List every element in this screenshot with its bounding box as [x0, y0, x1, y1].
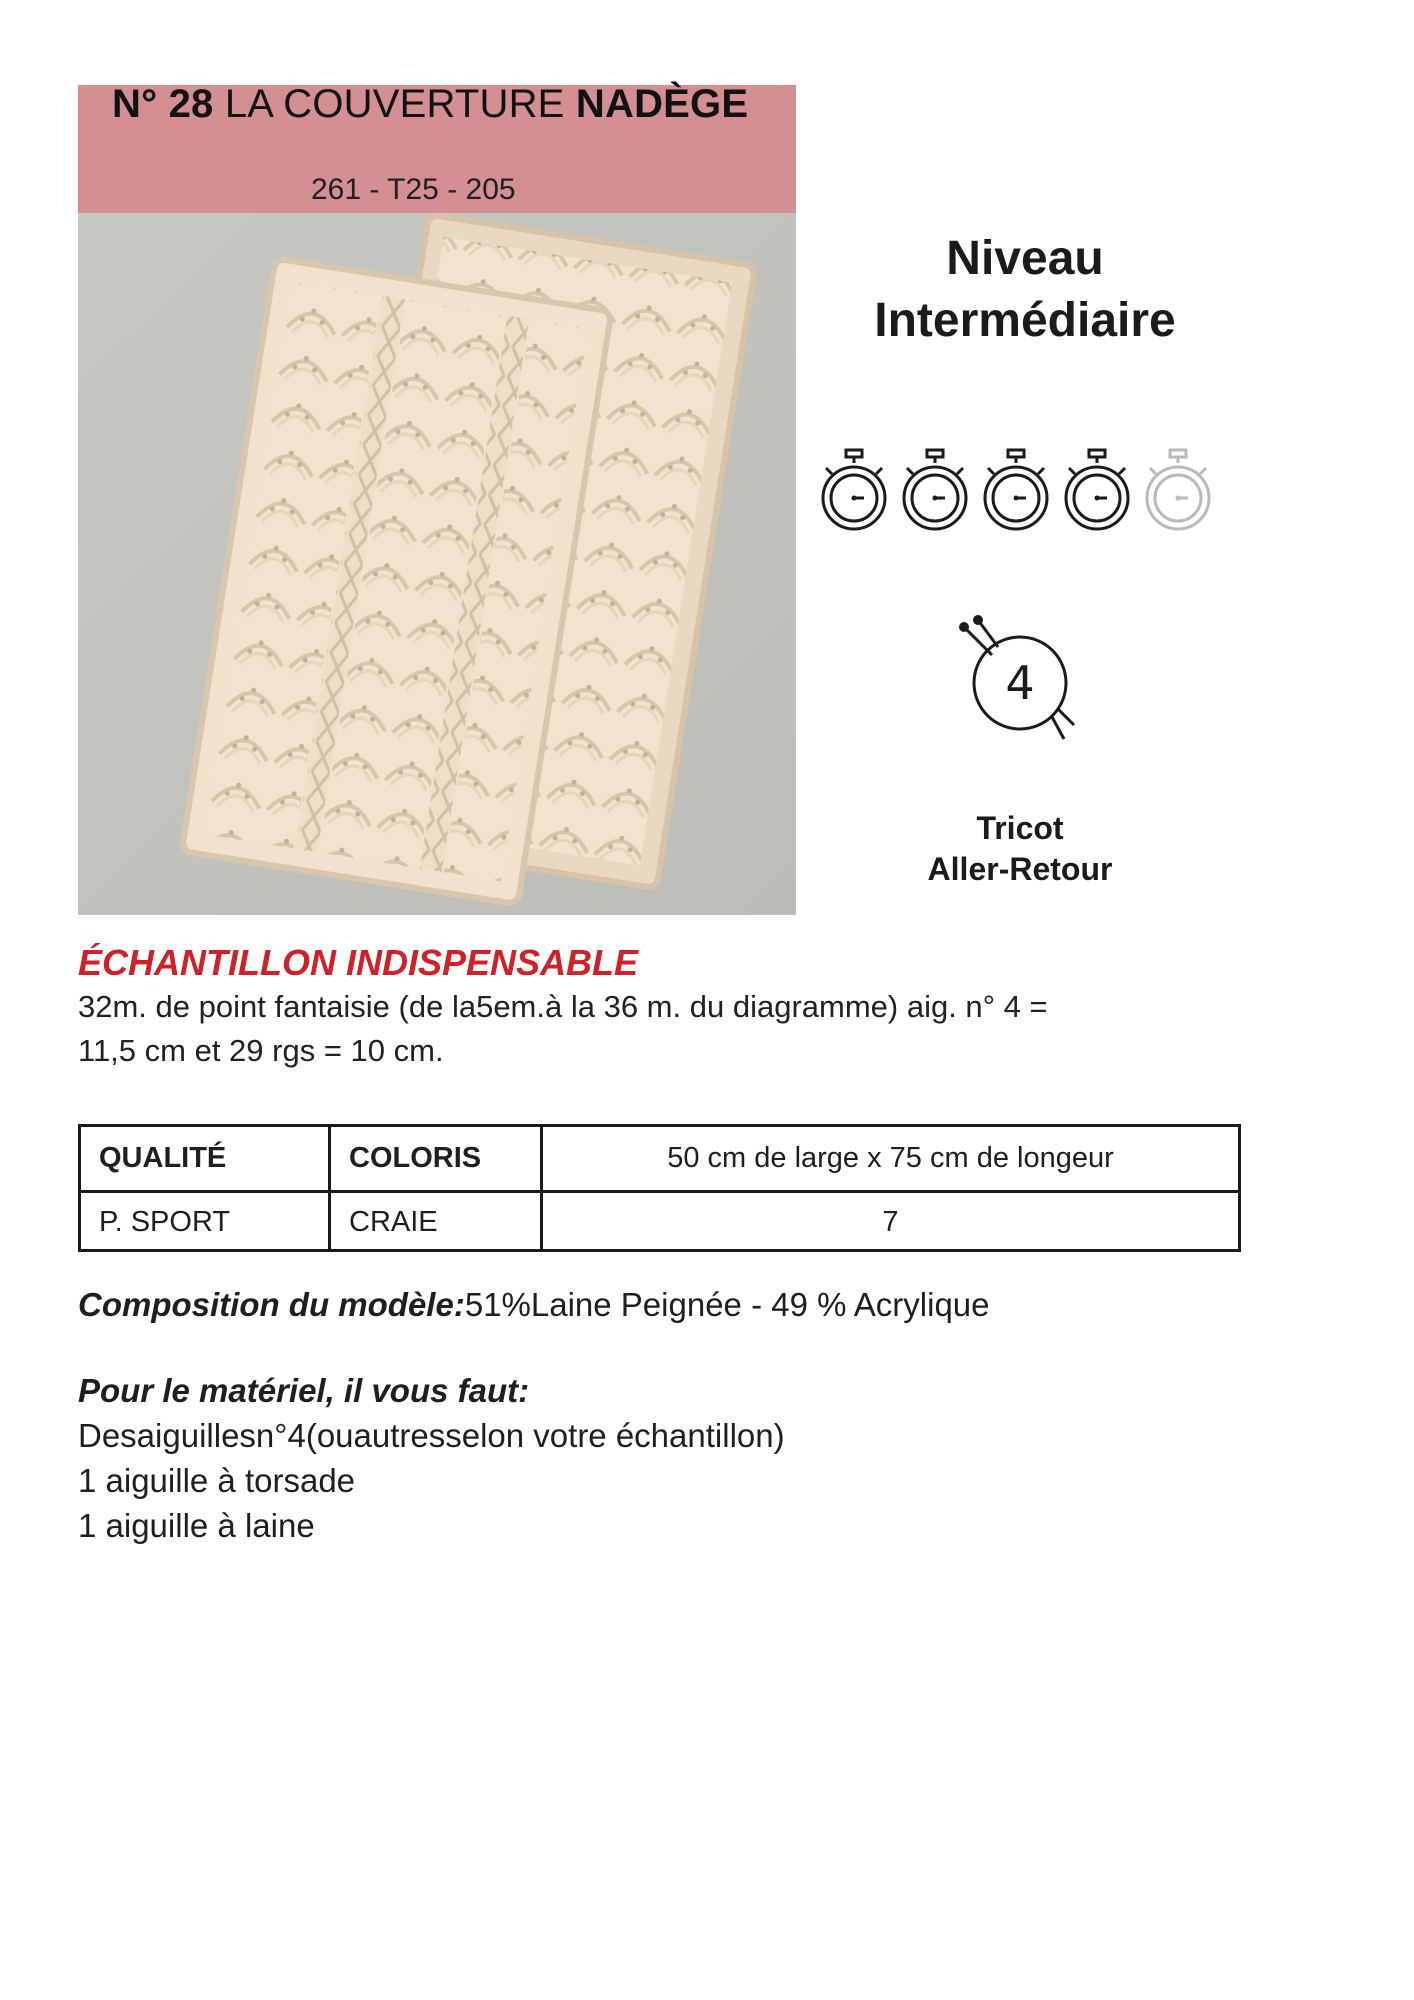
knitting-needles-icon	[958, 613, 1076, 743]
gauge-line-1: 32m. de point fantaisie (de la5em.à la 36 m. du diagramme) aig. n° 4 =	[78, 989, 1048, 1024]
title-bold: NADÈGE	[575, 82, 749, 126]
gauge-text	[78, 985, 1218, 1073]
table-cell: 7	[540, 1193, 1238, 1252]
needle-size-badge	[958, 613, 1076, 743]
title-number: N° 28	[112, 82, 214, 126]
difficulty-level	[830, 228, 1220, 352]
stopwatch-icon-filled	[982, 448, 1050, 536]
table-header-cell: QUALITÉ	[99, 1142, 227, 1174]
table-header-cell: 50 cm de large x 75 cm de longeur	[540, 1127, 1238, 1190]
stopwatch-icon-filled	[901, 448, 969, 536]
materials-list	[78, 1413, 785, 1548]
technique	[830, 808, 1210, 890]
product-photo	[78, 213, 796, 915]
stopwatch-icon-filled	[1063, 448, 1131, 536]
list-item: Desaiguillesn°4(ouautresselon votre échantillon)	[78, 1417, 785, 1454]
title-plain: LA COUVERTURE	[224, 82, 565, 126]
reference-code: 261 - T25 - 205	[311, 173, 516, 206]
table-header-row	[81, 1127, 1238, 1193]
composition-value: 51%Laine Peignée - 49 % Acrylique	[464, 1286, 990, 1323]
knitted-blanket-image	[78, 213, 796, 915]
page-title	[112, 82, 749, 126]
technique-line-2: Aller-Retour	[927, 851, 1113, 887]
level-line-1: Niveau	[946, 232, 1104, 285]
table-cell: CRAIE	[328, 1193, 540, 1252]
table-row	[81, 1193, 1238, 1252]
gauge-heading: ÉCHANTILLON INDISPENSABLE	[78, 942, 639, 983]
stopwatch-icon-empty	[1144, 448, 1212, 536]
stopwatch-icon-filled	[820, 448, 888, 536]
needle-size-value: 4	[1005, 656, 1035, 710]
table-cell: P. SPORT	[99, 1206, 231, 1238]
list-item: 1 aiguille à torsade	[78, 1462, 356, 1499]
header-band	[78, 82, 796, 213]
composition-label: Composition du modèle:	[78, 1286, 465, 1323]
table-header-cell: COLORIS	[328, 1127, 540, 1190]
composition	[78, 1286, 990, 1324]
list-item: 1 aiguille à laine	[78, 1507, 315, 1544]
technique-line-1: Tricot	[976, 810, 1064, 846]
yarn-table	[78, 1124, 1241, 1252]
gauge-line-2: 11,5 cm et 29 rgs = 10 cm.	[78, 1033, 444, 1068]
level-line-2: Intermédiaire	[874, 294, 1176, 347]
time-rating	[820, 448, 1220, 538]
materials-heading: Pour le matériel, il vous faut:	[78, 1372, 530, 1409]
